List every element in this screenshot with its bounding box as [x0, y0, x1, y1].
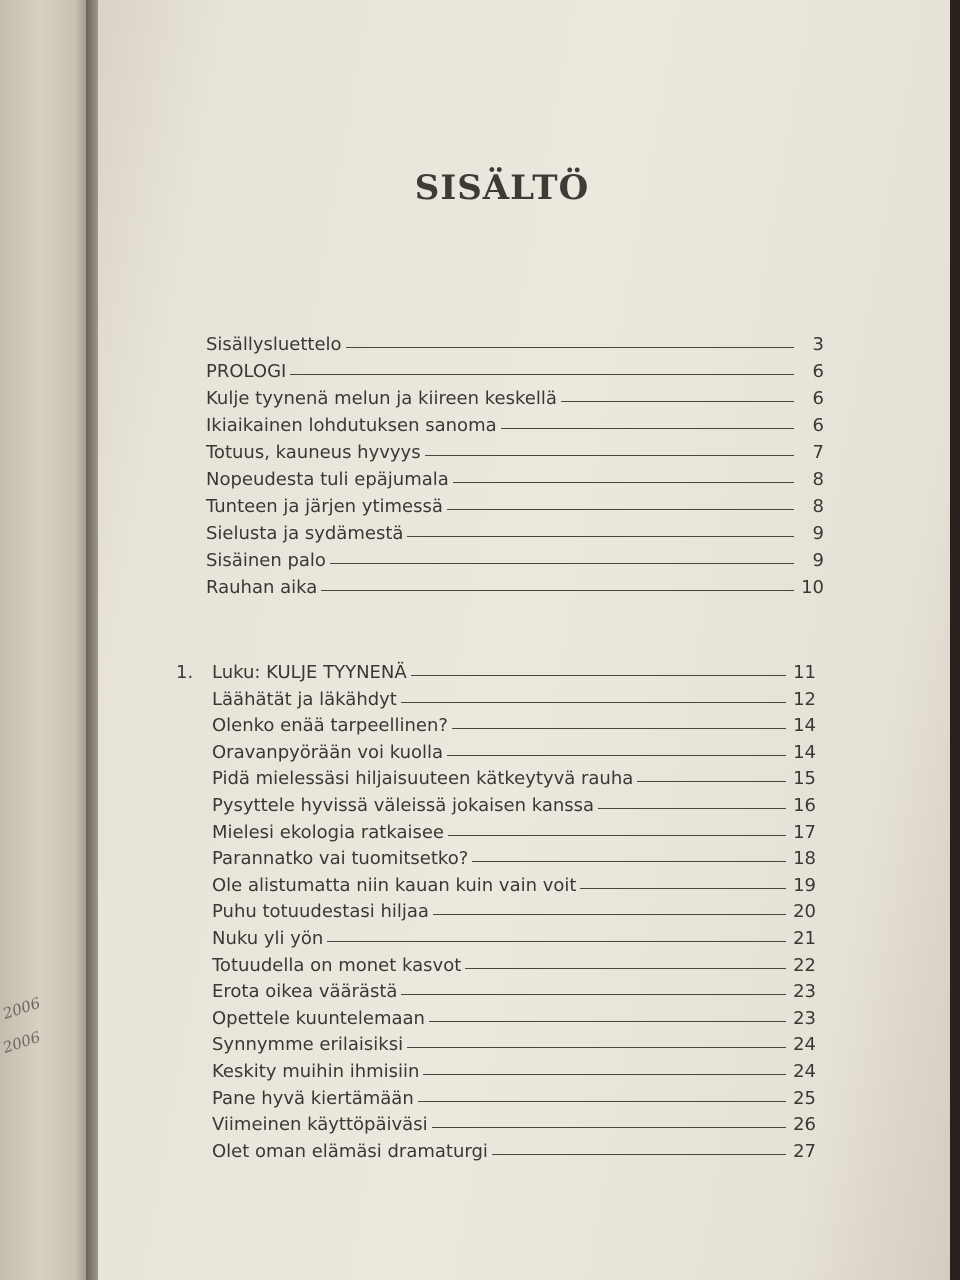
toc-entry-page: 8 — [812, 496, 824, 517]
toc-entry-page: 9 — [812, 550, 824, 571]
toc-leader-line — [321, 590, 794, 591]
toc-entry — [212, 981, 816, 1007]
toc-leader-line — [452, 728, 786, 729]
toc-leader-line — [453, 482, 794, 483]
left-page — [0, 0, 88, 1280]
toc-leader-line — [346, 347, 794, 348]
toc-entry — [212, 928, 816, 954]
toc-entry — [212, 822, 816, 848]
toc-entry-title: Opettele kuuntelemaan — [212, 1007, 425, 1029]
toc-entry-title: Pane hyvä kiertämään — [212, 1087, 414, 1109]
toc-leader-line — [580, 888, 786, 889]
toc-leader-line — [448, 835, 786, 836]
toc-entry — [212, 1034, 816, 1060]
toc-entry-title: Luku: KULJE TYYNENÄ — [212, 662, 407, 683]
toc-entry-title: Oravanpyörään voi kuolla — [212, 741, 444, 763]
toc-entry-page: 6 — [812, 388, 824, 409]
toc-entry — [212, 901, 816, 927]
toc-entry-page: 11 — [793, 662, 816, 683]
toc-leader-line — [598, 808, 786, 809]
toc-entry-title: Pysyttele hyvissä väleissä jokaisen kanssa — [212, 795, 595, 816]
toc-leader-line — [423, 1074, 786, 1075]
toc-entry — [212, 955, 816, 981]
margin-year-1: 2006 — [0, 993, 43, 1023]
toc-entry-page: 14 — [793, 741, 816, 763]
toc-leader-line — [492, 1154, 786, 1155]
toc-leader-line — [418, 1101, 786, 1102]
toc-entry-title: Sisällysluettelo — [206, 334, 342, 355]
toc-entry-page: 12 — [793, 688, 816, 710]
toc-entry — [212, 848, 816, 874]
toc-entry — [212, 662, 816, 688]
toc-entry-page: 10 — [801, 577, 824, 598]
toc-entry — [206, 361, 824, 387]
toc-leader-line — [447, 755, 786, 756]
toc-leader-line — [429, 1021, 786, 1022]
toc-entry — [206, 334, 824, 360]
toc-entry-page: 22 — [793, 954, 816, 976]
toc-entry-page: 17 — [793, 821, 816, 843]
toc-entry-page: 9 — [812, 523, 824, 544]
toc-entry — [212, 742, 816, 768]
toc-entry — [212, 715, 816, 741]
toc-entry-title: Erota oikea väärästä — [212, 981, 398, 1003]
toc-entry — [206, 550, 824, 576]
toc-entry-title: PROLOGI — [206, 361, 287, 382]
page-title: SISÄLTÖ — [414, 168, 590, 208]
toc-entry-page: 20 — [793, 901, 816, 923]
toc-entry — [206, 496, 824, 522]
toc-entry — [212, 1008, 816, 1034]
toc-entry-page: 21 — [793, 928, 816, 949]
toc-leader-line — [433, 914, 786, 915]
toc-leader-line — [561, 401, 794, 402]
toc-entry-page: 16 — [793, 795, 816, 816]
toc-entry-title: Rauhan aika — [206, 577, 318, 598]
toc-entry — [212, 1061, 816, 1087]
toc-entry-title: Pidä mielessäsi hiljaisuuteen kätkeytyvä rauha — [212, 768, 634, 790]
toc-entry-title: Puhu totuudestasi hiljaa — [212, 901, 429, 923]
toc-entry-title: Parannatko vai tuomitsetko? — [212, 848, 469, 870]
toc-leader-line — [501, 428, 794, 429]
toc-entry-title: Ole alistumatta niin kauan kuin vain voit — [212, 874, 577, 896]
toc-leader-line — [327, 941, 786, 942]
toc-entry-page: 23 — [793, 981, 816, 1003]
toc-entry-page: 8 — [812, 469, 824, 490]
toc-entry-title: Ikiaikainen lohdutuksen sanoma — [206, 415, 497, 436]
toc-entry — [212, 1114, 816, 1140]
toc-leader-line — [330, 563, 794, 564]
toc-entry-title: Olet oman elämäsi dramaturgi — [212, 1140, 488, 1162]
toc-leader-line — [407, 536, 794, 537]
toc-leader-line — [447, 509, 794, 510]
toc-leader-line — [407, 1047, 786, 1048]
toc-entry — [206, 469, 824, 495]
toc-entry-title: Olenko enää tarpeellinen? — [212, 715, 448, 737]
toc-entry-page: 24 — [793, 1061, 816, 1082]
toc-entry — [206, 388, 824, 414]
toc-entry-title: Totuus, kauneus hyvyys — [206, 442, 421, 463]
toc-entry — [206, 523, 824, 549]
margin-year-2: 2006 — [0, 1027, 43, 1057]
toc-leader-line — [637, 781, 786, 782]
toc-leader-line — [290, 374, 794, 375]
toc-entry-title: Totuudella on monet kasvot — [212, 954, 462, 976]
toc-entry-page: 14 — [793, 715, 816, 737]
toc-entry — [206, 415, 824, 441]
toc-leader-line — [425, 455, 794, 456]
toc-entry — [212, 689, 816, 715]
toc-entry — [206, 577, 824, 603]
toc-leader-line — [401, 702, 786, 703]
toc-entry-title: Sielusta ja sydämestä — [206, 523, 404, 544]
toc-entry-page: 18 — [793, 848, 816, 870]
toc-entry-title: Mielesi ekologia ratkaisee — [212, 821, 444, 843]
toc-entry — [212, 768, 816, 794]
toc-entry-page: 6 — [812, 361, 824, 382]
toc-leader-line — [472, 861, 786, 862]
chapter-number: 1. — [176, 662, 194, 683]
toc-entry-title: Sisäinen palo — [206, 550, 326, 571]
toc-entry-title: Nuku yli yön — [212, 928, 324, 949]
toc-entry-title: Kulje tyynenä melun ja kiireen keskellä — [206, 388, 557, 409]
toc-entry-page: 26 — [793, 1114, 816, 1136]
toc-entry — [212, 1088, 816, 1114]
toc-leader-line — [465, 968, 786, 969]
toc-entry-page: 3 — [812, 334, 824, 355]
toc-entry-title: Synnymme erilaisiksi — [212, 1034, 404, 1056]
toc-entry-page: 27 — [793, 1140, 816, 1162]
toc-leader-line — [401, 994, 786, 995]
contents-page — [98, 0, 950, 1280]
toc-entry — [212, 1141, 816, 1167]
toc-entry-page: 7 — [812, 442, 824, 463]
toc-entry-title: Läähätät ja läkähdyt — [212, 688, 397, 710]
toc-leader-line — [411, 675, 786, 676]
toc-entry — [212, 795, 816, 821]
toc-entry-page: 25 — [793, 1087, 816, 1109]
toc-entry-page: 24 — [793, 1034, 816, 1056]
toc-entry-title: Nopeudesta tuli epäjumala — [206, 469, 449, 490]
toc-entry-title: Keskity muihin ihmisiin — [212, 1061, 420, 1082]
toc-leader-line — [432, 1127, 786, 1128]
toc-entry-title: Viimeinen käyttöpäiväsi — [212, 1114, 428, 1136]
toc-entry-title: Tunteen ja järjen ytimessä — [206, 496, 443, 517]
toc-entry-page: 15 — [793, 768, 816, 790]
toc-entry — [206, 442, 824, 468]
toc-entry-page: 23 — [793, 1007, 816, 1029]
toc-entry — [212, 875, 816, 901]
toc-entry-page: 6 — [812, 415, 824, 436]
toc-entry-page: 19 — [793, 874, 816, 896]
